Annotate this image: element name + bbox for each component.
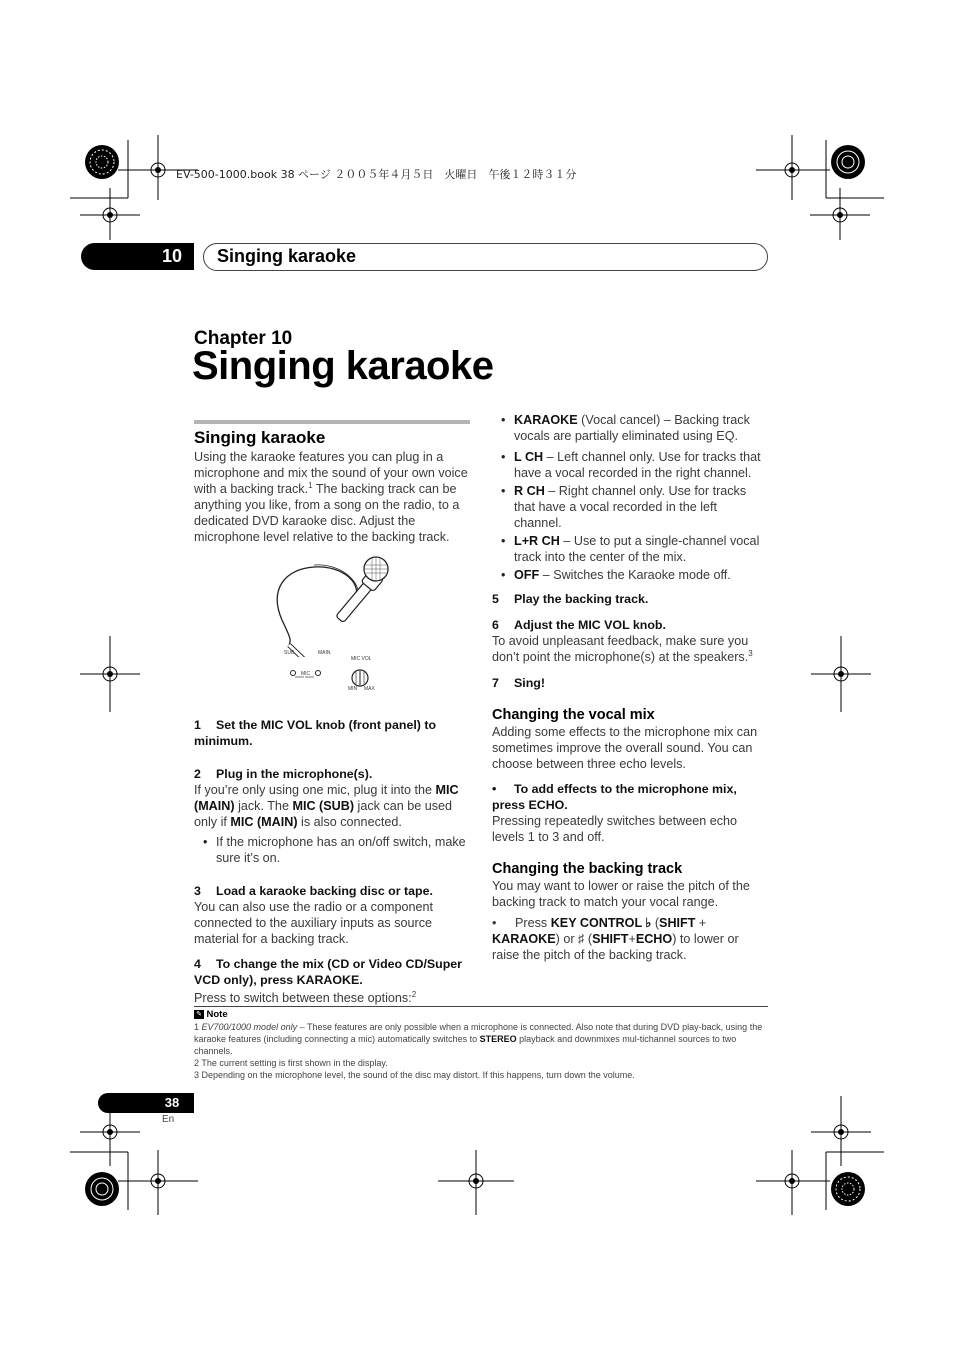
bullet-mark: • (492, 916, 497, 930)
page-number: 38 (164, 1095, 180, 1110)
microphone-illustration (194, 545, 470, 717)
step-6-body (492, 633, 768, 665)
option-desc: – Left channel only. Use for tracks that have a vocal recorded in the right channel. (514, 450, 761, 480)
body-text: Press (515, 916, 551, 930)
step-text: Load a karaoke backing disc or tape. (216, 884, 433, 898)
option-off (492, 567, 768, 583)
body-text: + (695, 916, 707, 930)
footnote-text: playback and downmixes mul-tichannel sources to two channels. (194, 1034, 737, 1056)
knob-label-min: MIN (348, 686, 358, 692)
step-text: Adjust the MIC VOL knob. (514, 618, 666, 632)
jack-name: MIC (MAIN) (230, 815, 298, 829)
jack-name: MIC (MAIN) (194, 783, 459, 813)
bullet-mark: • (492, 782, 497, 796)
step-number: 2 (194, 767, 201, 781)
step-2-bullet: • If the microphone has an on/off switch, make sure it’s on. (194, 834, 470, 866)
knob-label-max: MAX (364, 686, 375, 692)
footnote-number: 1 (194, 1022, 202, 1032)
body-text: If you’re only using one mic, plug it into the (194, 783, 436, 797)
key-name: SHIFT (592, 932, 629, 946)
body-text: ) to lower or raise the pitch of the backing track. (492, 932, 739, 962)
jack-label-main: MAIN (318, 650, 331, 656)
step-number: 1 (194, 718, 201, 732)
note-heading: Note (206, 1009, 228, 1020)
intro-text-cont: The backing track can be anything you like, from a song on the radio, to a dedicated DVD karaoke disc. Adjust the microphone level relative to the backing track. (194, 482, 460, 544)
page-title: Singing karaoke (192, 344, 494, 388)
step-2 (194, 766, 470, 782)
footnotes (194, 1006, 768, 1081)
model-note: EV700/1000 model only (201, 1022, 298, 1032)
chapter-label: Chapter 10 (194, 328, 293, 349)
option-name: L CH (514, 450, 544, 464)
step-6 (492, 617, 768, 633)
footnote-3: 3 Depending on the microphone level, the sound of the disc may distort. If this happens, turn down the volume. (194, 1070, 635, 1080)
footnote-1 (194, 1021, 768, 1057)
key-name: ECHO (635, 932, 673, 946)
option-karaoke (492, 412, 768, 444)
step-text: To change the mix (CD or Video CD/Super VCD only), press KARAOKE. (194, 957, 463, 987)
jack-label-mic: MIC (301, 671, 311, 677)
backing-track-instruction (492, 915, 768, 963)
step-7 (492, 675, 768, 691)
vocal-mix-body: Adding some effects to the microphone mix can sometimes improve the overall sound. You can choose between three echo levels. (492, 725, 758, 771)
step-number: 3 (194, 884, 201, 898)
body-text: To avoid unpleasant feedback, make sure you don’t point the microphone(s) at the speakers. (492, 634, 749, 664)
footnote-ref: 1 (308, 480, 313, 490)
step-text: To add effects to the microphone mix, press ECHO. (492, 782, 737, 812)
step-3-body: You can also use the radio or a component connected to the auxiliary inputs as source material for a backing track. (194, 900, 433, 946)
jack-name: MIC (SUB) (292, 799, 355, 813)
step-number: 7 (492, 676, 499, 690)
step-text: Sing! (514, 676, 545, 690)
step-number: 4 (194, 957, 201, 971)
body-text: ) or ♯ ( (555, 932, 593, 946)
file-header: EV-500-1000.book 38 ページ ２００５年４月５日 火曜日 午後１２時３１分 (176, 168, 577, 181)
section-title: Singing karaoke (194, 428, 326, 447)
option-lr-ch (492, 533, 768, 565)
option-desc: – Switches the Karaoke mode off. (539, 568, 731, 582)
step-4-body (194, 990, 470, 1006)
step-5 (492, 591, 768, 607)
jack-label-sub: SUB (284, 650, 295, 656)
option-r-ch (492, 483, 768, 531)
step-text: Play the backing track. (514, 592, 649, 606)
section-rule (194, 420, 470, 424)
body-text: jack can be used only if (194, 799, 453, 829)
stereo-label: STEREO (479, 1034, 517, 1044)
page-language: En (162, 1114, 175, 1125)
key-name: SHIFT (659, 916, 696, 930)
vocal-mix-step (492, 781, 768, 813)
left-column (194, 420, 470, 1006)
step-4 (194, 956, 470, 988)
backing-track-title: Changing the backing track (492, 861, 683, 877)
note-header (194, 1008, 768, 1021)
body-text: ( (651, 916, 660, 930)
note-icon: ✎ (194, 1010, 204, 1019)
option-name: OFF (514, 568, 540, 582)
footnote-ref: 3 (748, 648, 753, 658)
step-2-body (194, 782, 470, 830)
backing-track-body: You may want to lower or raise the pitch of the backing track to match your vocal range. (492, 879, 750, 909)
option-l-ch (492, 449, 768, 481)
chapter-bar-title: Singing karaoke (217, 246, 357, 266)
step-number: 6 (492, 618, 499, 632)
right-column (492, 412, 768, 963)
step-number: 5 (492, 592, 499, 606)
step-1 (194, 717, 470, 749)
body-text: Press to switch between these options: (194, 991, 412, 1005)
option-desc: – Right channel only. Use for tracks that have a vocal recorded in the left channel. (514, 484, 747, 530)
body-text: jack. The (234, 799, 293, 813)
footnote-text: – These features are only possible when a microphone is connected. Also note that during DVD play-back, using the karaoke features (including connecting a mic) automatically switches to (194, 1022, 763, 1044)
footnote-2: 2 The current setting is first shown in the display. (194, 1058, 388, 1068)
intro-paragraph (194, 449, 470, 545)
option-desc: – Use to put a single-channel vocal track into the center of the mix. (514, 534, 760, 564)
knob-label-mic-vol: MIC VOL (351, 656, 372, 662)
microphone-figure (194, 545, 470, 717)
option-name: L+R CH (514, 534, 560, 548)
option-desc: (Vocal cancel) – Backing track vocals are partially eliminated using EQ. (514, 413, 750, 443)
body-text: + (628, 932, 636, 946)
vocal-mix-step-body: Pressing repeatedly switches between echo levels 1 to 3 and off. (492, 814, 738, 844)
key-name: KARAOKE (492, 932, 556, 946)
option-name: KARAOKE (514, 413, 578, 427)
footnote-ref: 2 (411, 989, 417, 999)
option-name: R CH (514, 484, 545, 498)
step-text: Set the MIC VOL knob (front panel) to minimum. (194, 718, 437, 748)
key-name: KEY CONTROL ♭ (550, 916, 652, 930)
step-text: Plug in the microphone(s). (216, 767, 373, 781)
vocal-mix-title: Changing the vocal mix (492, 707, 655, 723)
chapter-number: 10 (161, 246, 183, 266)
step-3 (194, 883, 470, 899)
intro-text: Using the karaoke features you can plug in a microphone and mix the sound of your own voice with a backing track. (194, 450, 468, 496)
body-text: is also connected. (297, 815, 402, 829)
